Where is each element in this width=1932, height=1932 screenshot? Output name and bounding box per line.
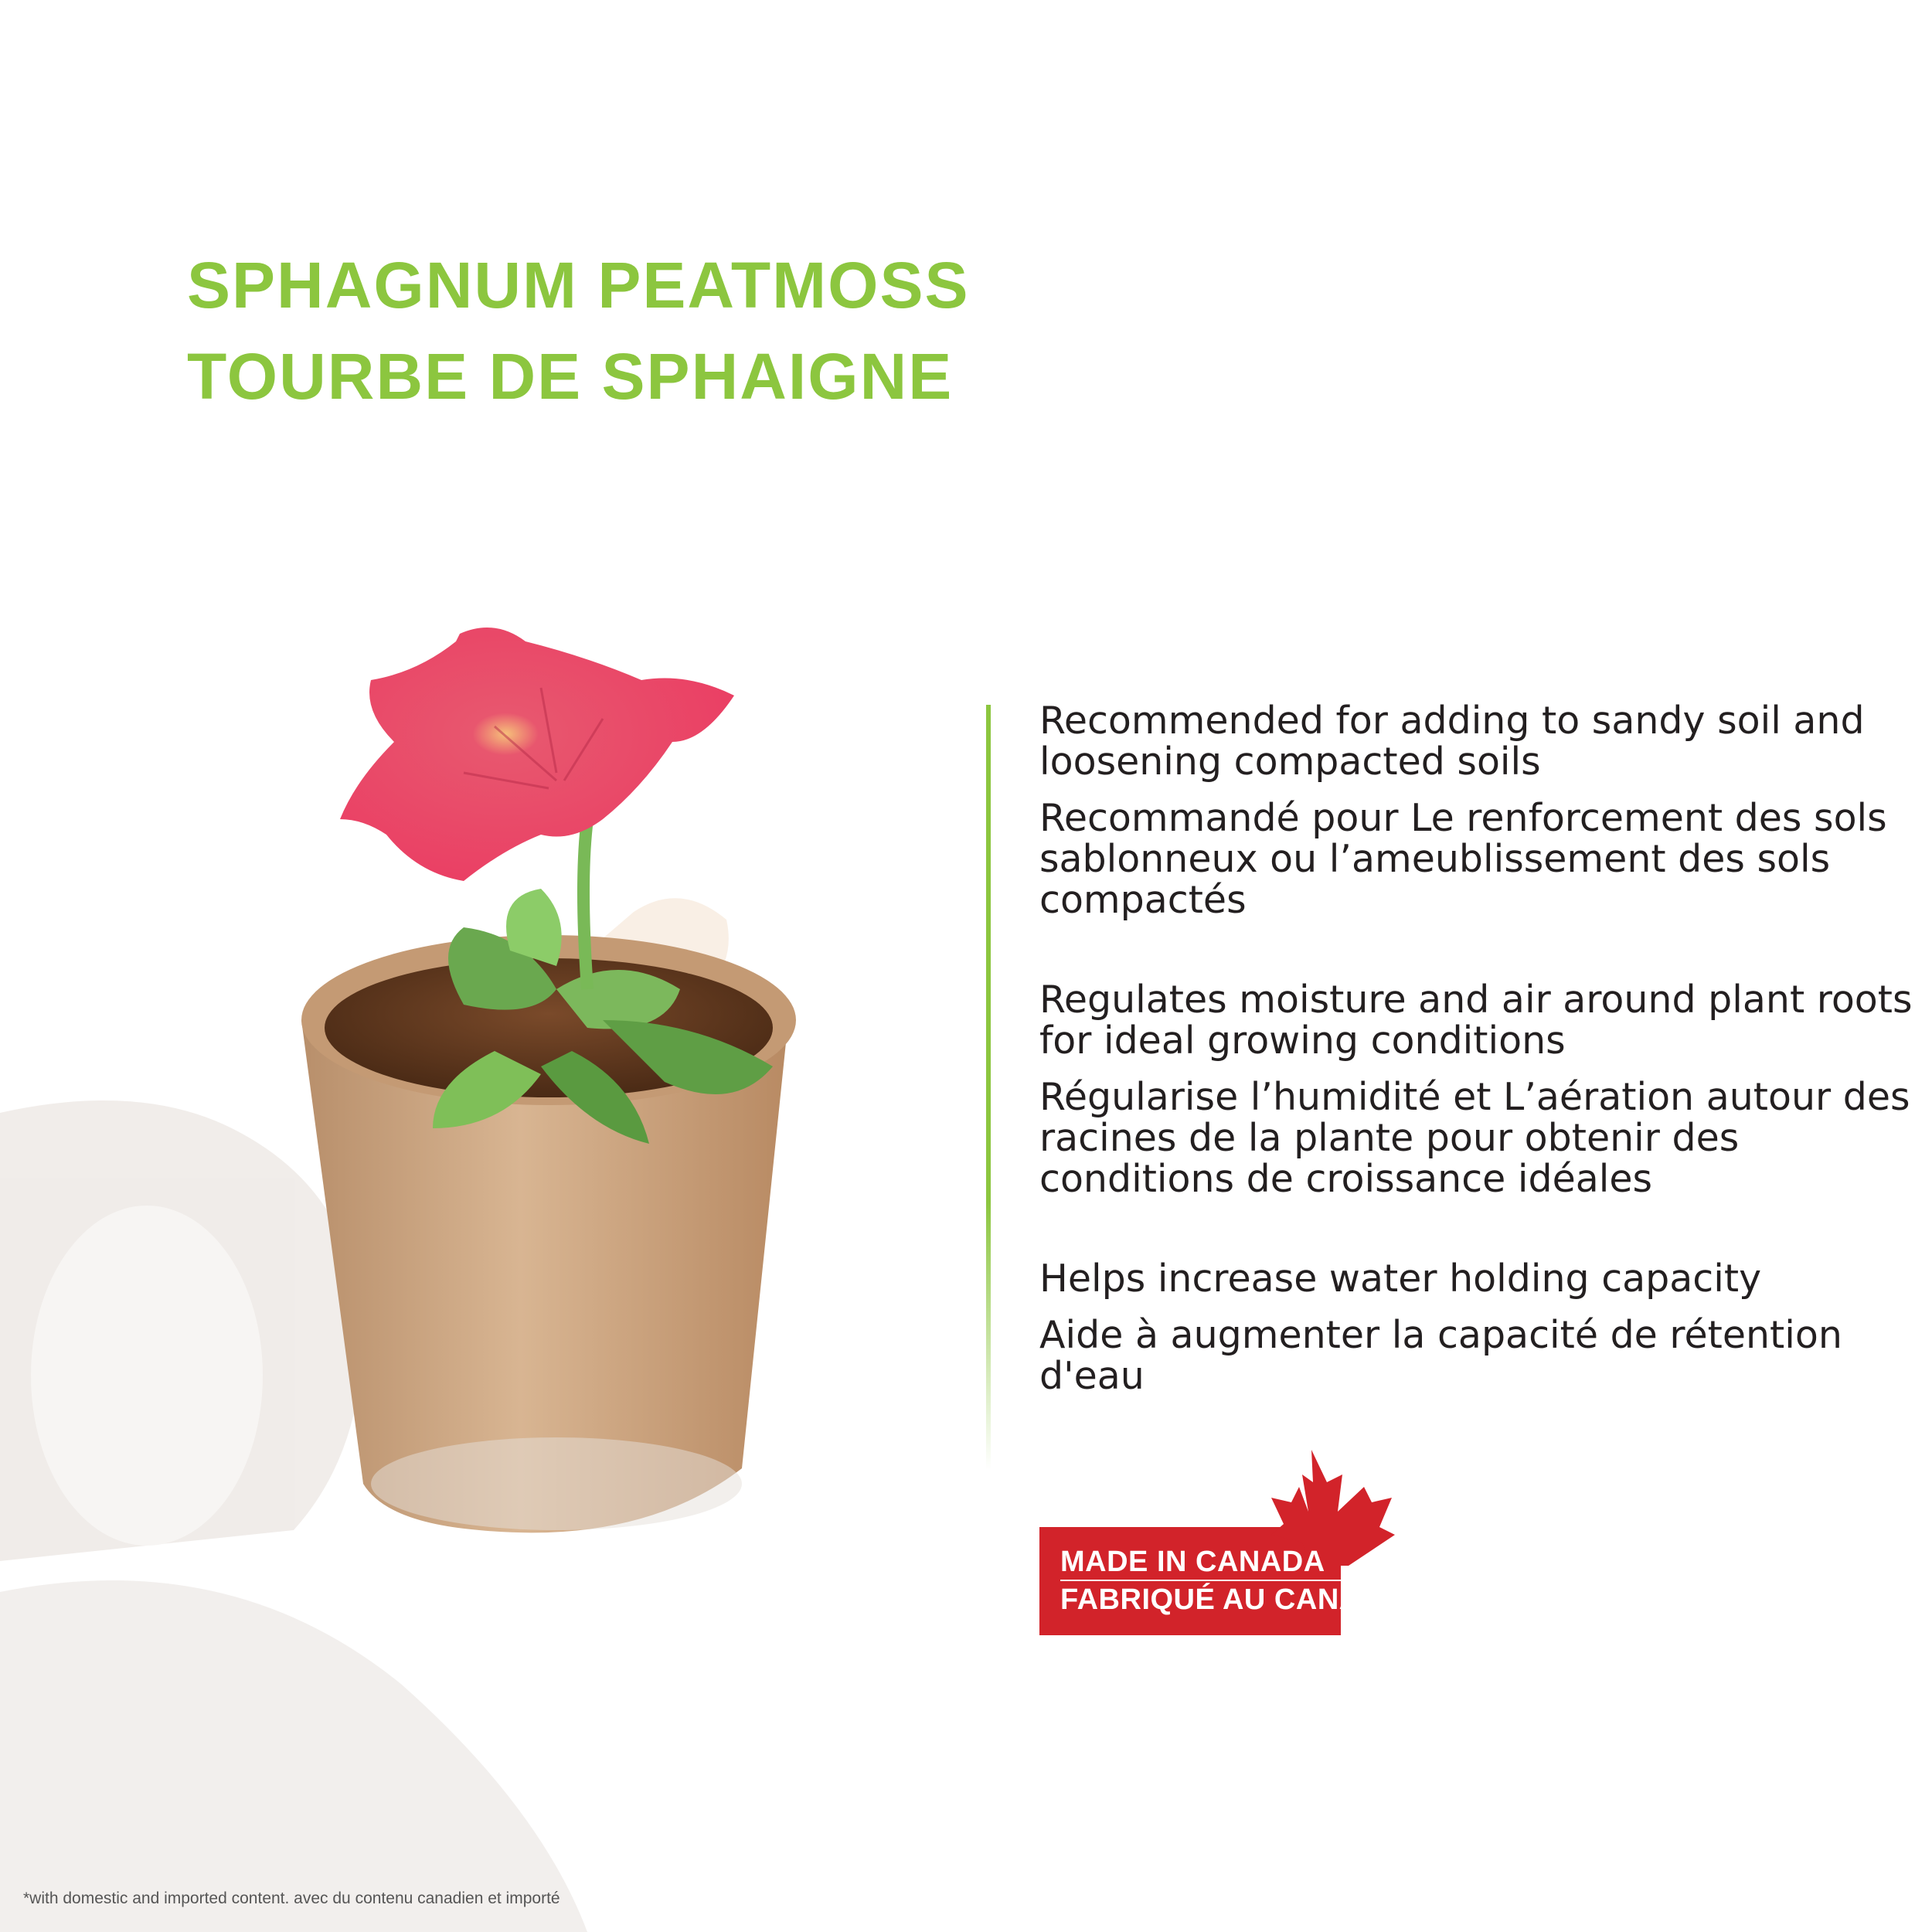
feature-french: Aide à augmenter la capacité de rétention d'eau <box>1039 1313 1842 1398</box>
badge-divider <box>1060 1580 1342 1581</box>
feature-english: Regulates moisture and air around plant roots for ideal growing conditions <box>1039 978 1913 1063</box>
badge-french: FABRIQUÉ AU CANADA <box>1060 1583 1404 1616</box>
feature-item <box>1039 700 1913 920</box>
feature-english: Recommended for adding to sandy soil and loosening compacted soils <box>1039 699 1865 784</box>
feature-list <box>1039 700 1913 1455</box>
accent-divider <box>986 705 991 1470</box>
badge-english: MADE IN CANADA <box>1060 1546 1325 1578</box>
feature-item <box>1039 1258 1913 1396</box>
page-title <box>187 240 970 422</box>
flower-stem <box>583 819 587 989</box>
feature-item <box>1039 979 1913 1199</box>
feature-english: Helps increase water holding capacity <box>1039 1257 1762 1301</box>
title-french: TOURBE DE SPHAIGNE <box>187 340 954 413</box>
petunia-flower <box>340 628 734 881</box>
title-english: SPHAGNUM PEATMOSS <box>187 249 970 321</box>
product-photo <box>0 587 889 1932</box>
feature-french: Recommandé pour Le renforcement des sols sablonneux ou l’ameublissement des sols compactés <box>1039 796 1887 922</box>
footnote: *with domestic and imported content. avec du contenu canadien et importé <box>23 1889 560 1907</box>
peat-pot <box>301 935 796 1532</box>
feature-french: Régularise l’humidité et L’aération autour des racines de la plante pour obtenir des conditions de croissance idéales <box>1039 1075 1910 1201</box>
